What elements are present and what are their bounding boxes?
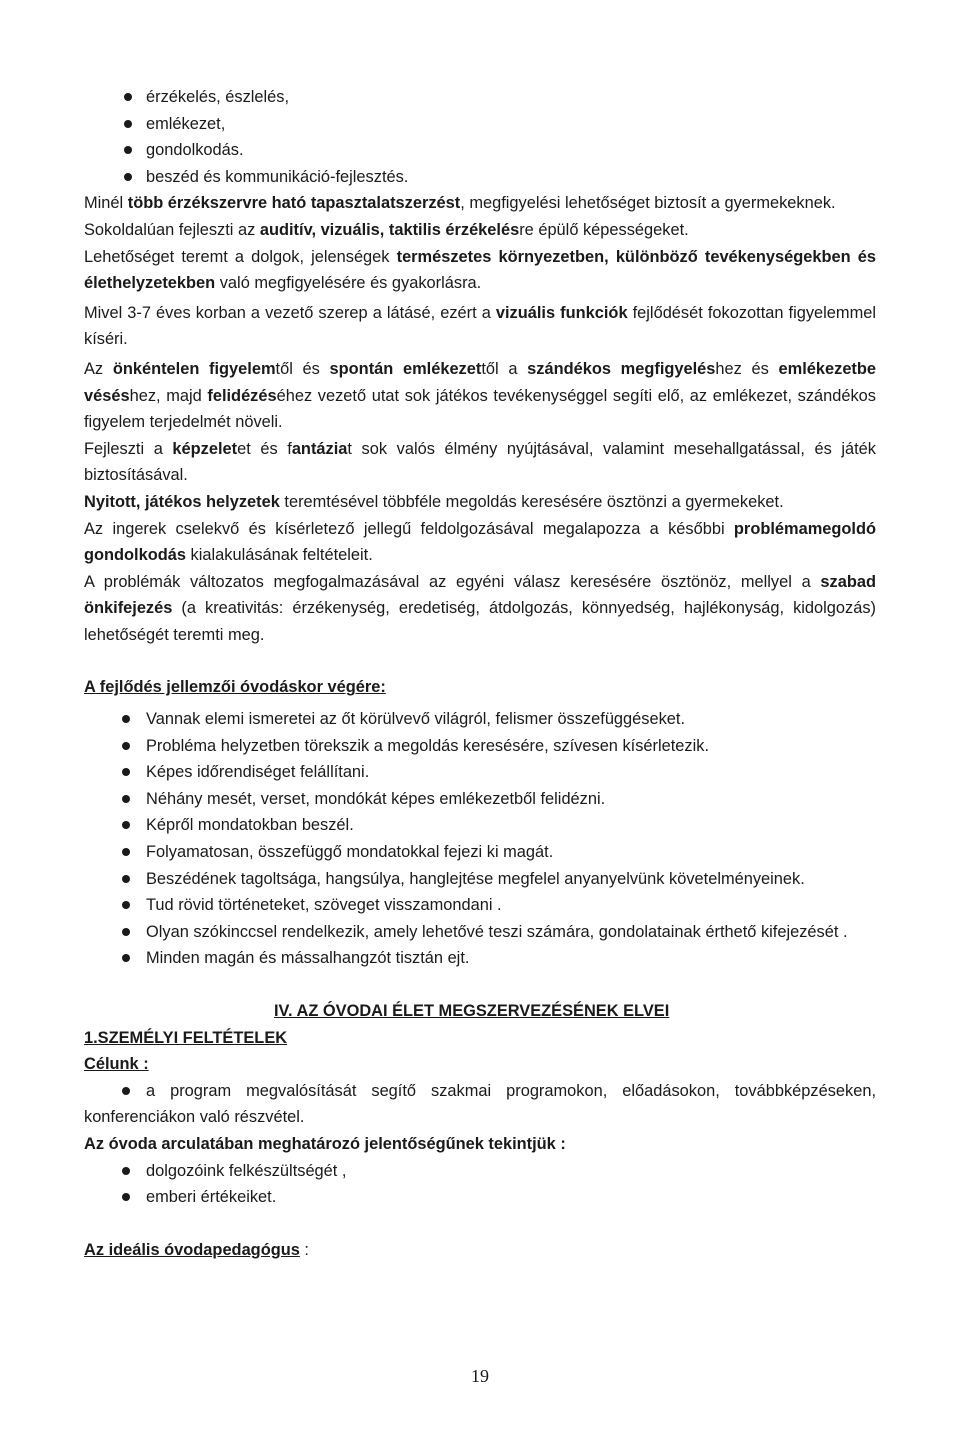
bullet-icon [124, 93, 132, 101]
list-item: Képes időrendiséget felállítani. [84, 759, 876, 786]
bullet-icon [122, 875, 130, 883]
bullet-icon [124, 173, 132, 181]
page-content [84, 84, 876, 1263]
list-item: gondolkodás. [84, 137, 876, 164]
list-item: emberi értékeiket. [84, 1184, 876, 1211]
paragraph-attention: Az önkéntelen figyelemtől és spontán emlékezettől a szándékos megfigyeléshez és emlékezetbe véséshez, majd felidézéséhez vezető utat sok játékos tevékenységgel segíti elő, az emlékezet, szándékos figyelem terjedelmét növeli. [84, 359, 877, 432]
chapter-title: IV. AZ ÓVODAI ÉLET MEGSZERVEZÉSÉNEK ELVEI [274, 1002, 670, 1020]
paragraph-senses: Minél több érzékszervre ható tapasztalatszerzést, megfigyelési lehetőséget biztosít a gyermekeknek. [84, 194, 836, 213]
list-item: Néhány mesét, verset, mondókát képes emlékezetből felidézni. [84, 786, 876, 813]
list-item: Probléma helyzetben törekszik a megoldás keresésére, szívesen kísérletezik. [84, 733, 876, 760]
list-item: a program megvalósítását segítő szakmai programokon, előadásokon, továbbképzéseken, konferenciákon való részvétel. [84, 1081, 876, 1127]
list-item: emlékezet, [84, 111, 876, 138]
bullet-icon [122, 742, 130, 750]
page-number: 19 [471, 1366, 489, 1386]
list-item: Olyan szókinccsel rendelkezik, amely lehetővé teszi számára, gondolatainak érthető kifejezését . [84, 919, 876, 946]
list-item: Folyamatosan, összefüggő mondatokkal fejezi ki magát. [84, 839, 876, 866]
paragraph-self-expression: A problémák változatos megfogalmazásával az egyéni válasz keresésére ösztönöz, mellyel a szabad önkifejezés (a kreativitás: érzékenység, eredetiség, átdolgozás, könnyedség, hajlékonyság, kidolgozás) lehetőségét teremti meg. [84, 572, 876, 644]
paragraph-open-situations: Nyitott, játékos helyzetek teremtésével többféle megoldás keresésére ösztönzi a gyermekeket. [84, 492, 784, 511]
bullet-icon [122, 715, 130, 723]
identity-list [84, 1158, 876, 1211]
list-item: Vannak elemi ismeretei az őt körülvevő világról, felismer összefüggéseket. [84, 706, 876, 733]
bullet-icon [122, 848, 130, 856]
paragraph-visual: Mivel 3-7 éves korban a vezető szerep a látásé, ezért a vizuális funkciók fejlődését fokozottan figyelemmel kíséri. [84, 303, 876, 349]
paragraph-problem-solving: Az ingerek cselekvő és kísérletező jellegű feldolgozásával megalapozza a későbbi problémamegoldó gondolkodás kialakulásának feltételeit. [84, 519, 876, 565]
bullet-icon [122, 901, 130, 909]
bullet-icon [122, 954, 130, 962]
bullet-icon [122, 795, 130, 803]
list-item: Minden magán és mássalhangzót tisztán ejt. [84, 945, 876, 972]
paragraph-opportunity: Lehetőséget teremt a dolgok, jelenségek természetes környezetben, különböző tevékenységekben és élethelyzetekben való megfigyelésére és gyakorlásra. [84, 247, 876, 293]
paragraph-perception: Sokoldalúan fejleszti az auditív, vizuális, taktilis érzékelésre épülő képességeket. [84, 220, 689, 239]
bullet-icon [124, 120, 132, 128]
ideal-heading: Az ideális óvodapedagógus [84, 1240, 300, 1259]
bullet-icon [124, 146, 132, 154]
list-item: Tud rövid történeteket, szöveget visszamondani . [84, 892, 876, 919]
ideal-heading-line: Az ideális óvodapedagógus : [84, 1240, 309, 1259]
bullet-icon [122, 821, 130, 829]
goal-label: Célunk : [84, 1055, 149, 1074]
bullet-icon [122, 928, 130, 936]
list-item: beszéd és kommunikáció-fejlesztés. [84, 164, 876, 191]
bullet-icon [122, 1087, 130, 1095]
identity-heading: Az óvoda arculatában meghatározó jelentőségűnek tekintjük : [84, 1134, 566, 1153]
list-item: dolgozóink felkészültségét , [84, 1158, 876, 1185]
development-list [84, 706, 876, 972]
goal-list [84, 1078, 876, 1131]
bullet-icon [122, 1167, 130, 1175]
bullet-icon [122, 768, 130, 776]
top-bullet-list [84, 84, 876, 190]
sub-heading-personnel: 1.SZEMÉLYI FELTÉTELEK [84, 1028, 288, 1047]
paragraph-imagination: Fejleszti a képzeletet és fantáziat sok valós élmény nyújtásával, valamint mesehallgatással, és játék biztosításával. [84, 439, 876, 485]
section-heading-development: A fejlődés jellemzői óvodáskor végére: [84, 678, 386, 697]
bullet-icon [122, 1193, 130, 1201]
list-item: Beszédének tagoltsága, hangsúlya, hanglejtése megfelel anyanyelvünk követelményeinek. [84, 866, 876, 893]
list-item: érzékelés, észlelés, [84, 84, 876, 111]
list-item: Képről mondatokban beszél. [84, 812, 876, 839]
